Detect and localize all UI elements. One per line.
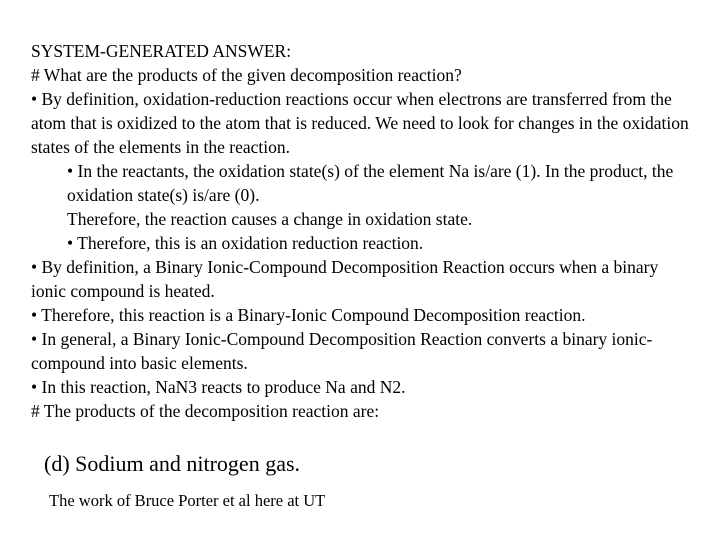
explanation-line: • Therefore, this is an oxidation reduction reaction.: [67, 233, 424, 253]
explanation-line: • In the reactants, the oxidation state(s) of the element Na is/are (1). In the product, the oxidation state(s) is/are (0).: [67, 161, 674, 205]
products-heading: # The products of the decomposition reaction are:: [31, 401, 380, 421]
explanation-line: • In this reaction, NaN3 reacts to produce Na and N2.: [31, 377, 406, 397]
explanation-line: Therefore, the reaction causes a change in oxidation state.: [67, 209, 473, 229]
explanation-line: • By definition, oxidation-reduction reactions occur when electrons are transferred from the atom that is oxidized to the atom that is reduced. We need to look for changes in the oxidation states of the elements in the reaction.: [31, 89, 689, 157]
answer-header: SYSTEM-GENERATED ANSWER:: [31, 41, 292, 61]
explanation-line: • In general, a Binary Ionic-Compound Decomposition Reaction converts a binary ionic-compound into basic elements.: [31, 329, 653, 373]
system-answer-block: [31, 39, 691, 423]
credit-line: The work of Bruce Porter et al here at UT: [49, 491, 326, 510]
final-answer: (d) Sodium and nitrogen gas.: [44, 451, 301, 476]
question-line: # What are the products of the given decomposition reaction?: [31, 65, 462, 85]
explanation-line: • Therefore, this reaction is a Binary-Ionic Compound Decomposition reaction.: [31, 305, 586, 325]
explanation-line: • By definition, a Binary Ionic-Compound Decomposition Reaction occurs when a binary ionic compound is heated.: [31, 257, 659, 301]
